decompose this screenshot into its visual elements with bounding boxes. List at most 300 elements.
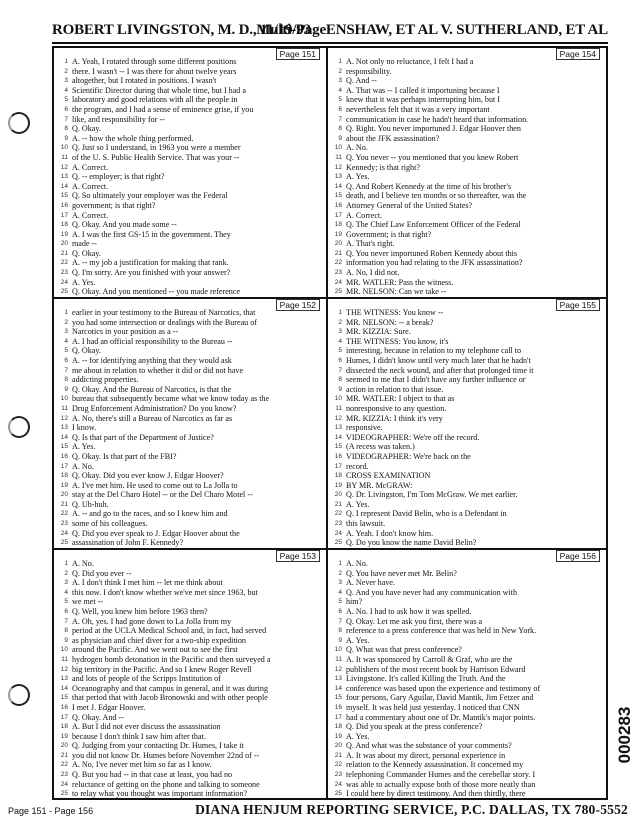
transcript-line: [328, 655, 606, 665]
transcript-line: [54, 588, 326, 598]
line-text: Q. So ultimately your employer was the Federal: [72, 191, 228, 201]
transcript-line: [328, 751, 606, 761]
transcript-line: [328, 115, 606, 125]
transcript-line: [328, 741, 606, 751]
line-number: 24: [60, 780, 68, 788]
line-number: 12: [60, 665, 68, 673]
line-text: Q. Okay. And you made some --: [72, 220, 177, 230]
line-number: 19: [60, 732, 68, 740]
line-text: myself. It was held just yesterday. I noticed that CNN: [346, 702, 520, 712]
transcript-line: [54, 375, 326, 385]
transcript-line: [328, 607, 606, 617]
line-text: responsive.: [346, 423, 383, 433]
line-text: addicting properties.: [72, 375, 139, 385]
transcript-line: [328, 375, 606, 385]
transcript-line: [54, 645, 326, 655]
line-text: A. I was the first GS-15 in the government. They: [72, 229, 231, 239]
line-text: Drug Enforcement Administration? Do you know?: [72, 403, 237, 413]
line-text: that period that with Jacob Bronowski and with other people: [72, 693, 268, 703]
transcript-line: [54, 172, 326, 182]
line-number: 16: [334, 703, 342, 711]
transcript-line: [328, 327, 606, 337]
transcript-line: [328, 163, 606, 173]
line-text: made --: [72, 239, 97, 249]
line-text: Q. Did you speak at the press conference?: [346, 722, 483, 732]
transcript-line: [54, 471, 326, 481]
line-number: 13: [334, 675, 342, 683]
line-number: 25: [334, 790, 342, 798]
line-number: 16: [60, 703, 68, 711]
line-text: you did not know Dr. Humes before November 22nd of --: [72, 750, 260, 760]
line-number: 11: [335, 404, 342, 412]
transcript-line: [54, 538, 326, 548]
transcript-line: [54, 356, 326, 366]
line-number: 20: [334, 742, 342, 750]
line-text: Q. Okay.: [72, 346, 101, 356]
line-text: communication in case he hadn't heard that information.: [346, 114, 529, 124]
transcript-line: [328, 220, 606, 230]
line-number: 21: [334, 751, 342, 759]
line-number: 25: [334, 288, 342, 296]
line-number: 23: [60, 269, 68, 277]
line-number: 14: [60, 684, 68, 692]
line-text: A. No. I had to ask how it was spelled.: [346, 606, 472, 616]
transcript-line: [54, 780, 326, 790]
line-number: 3: [338, 579, 342, 587]
line-number: 9: [64, 636, 68, 644]
line-text: Q. Dr. Livingston, I'm Tom McGraw. We met earlier.: [346, 490, 518, 500]
transcript-line: [328, 597, 606, 607]
line-text: big territory in the Pacific. And so I knew Roger Revell: [72, 664, 252, 674]
line-text: I met J. Edgar Hoover.: [72, 702, 146, 712]
line-number: 1: [338, 560, 342, 567]
line-number: 13: [334, 424, 342, 432]
line-text: Q. Did you ever --: [72, 568, 132, 578]
line-number: 19: [60, 230, 68, 238]
line-number: 24: [334, 278, 342, 286]
line-text: A. Yes.: [346, 499, 370, 509]
line-number: 12: [334, 665, 342, 673]
transcript-line: [328, 268, 606, 278]
line-text: Scientific Director during that whole time, but I had a: [72, 85, 246, 95]
line-text: Q. What was that press conference?: [346, 645, 462, 655]
transcript-line: [328, 134, 606, 144]
line-number: 15: [334, 443, 342, 451]
line-text: MR. KIZZIA: I think it's very: [346, 413, 443, 423]
transcript-line: [54, 163, 326, 173]
transcript-line: [328, 693, 606, 703]
line-number: 25: [60, 288, 68, 296]
transcript-line: [328, 665, 606, 675]
line-text: A. No.: [346, 559, 368, 568]
transcript-line: [328, 770, 606, 780]
transcript-line: [54, 569, 326, 579]
transcript-line: [328, 500, 606, 510]
transcript-line: [54, 760, 326, 770]
line-number: 18: [60, 723, 68, 731]
line-text: Q. Okay. Let me ask you first, there was a: [346, 616, 483, 626]
transcript-line: [54, 509, 326, 519]
line-text: (A recess was taken.): [346, 442, 415, 452]
transcript-line: [54, 481, 326, 491]
line-text: assassination of John F. Kennedy?: [72, 538, 184, 548]
binder-hole-top: [8, 112, 30, 134]
line-text: A. Yeah, I rotated through some different positions: [72, 57, 237, 66]
transcript-line: [328, 636, 606, 646]
line-number: 2: [338, 569, 342, 577]
transcript-line: [54, 433, 326, 443]
line-text: about the JFK assassination?: [346, 133, 440, 143]
transcript-line: [54, 713, 326, 723]
line-number: 25: [60, 539, 68, 547]
line-text: Livingstone. It's called Killing the Truth. And the: [346, 674, 506, 684]
line-text: A. Correct.: [72, 162, 109, 172]
transcript-line: [328, 703, 606, 713]
line-number: 24: [334, 529, 342, 537]
page-number-label: Page 152: [276, 299, 320, 311]
line-number: 10: [60, 395, 68, 403]
line-number: 16: [334, 452, 342, 460]
transcript-line: [54, 327, 326, 337]
transcript-line: [54, 519, 326, 529]
line-number: 23: [60, 520, 68, 528]
line-text: around the Pacific. And we went out to see the first: [72, 645, 238, 655]
transcript-line: [54, 655, 326, 665]
line-text: Q. Just so I understand, in 1963 you were a member: [72, 143, 241, 153]
transcript-line: [54, 278, 326, 288]
line-number: 1: [64, 309, 68, 316]
condensed-transcript-grid: [52, 46, 608, 800]
line-text: Q. And what was the substance of your comments?: [346, 741, 512, 751]
line-number: 6: [338, 607, 342, 615]
transcript-line: [54, 258, 326, 268]
line-text: Q. You never importuned Robert Kennedy about this: [346, 248, 518, 258]
line-number: 24: [60, 278, 68, 286]
transcript-line: [54, 143, 326, 153]
line-text: Q. But you had -- in that case at least, you had no: [72, 770, 233, 780]
line-number: 1: [338, 309, 342, 316]
line-text: A. It was about my direct, personal experience in: [346, 750, 506, 760]
header-case-caption: Multi-PageENSHAW, ET AL V. SUTHERLAND, ET AL: [256, 22, 608, 38]
line-number: 4: [64, 337, 68, 345]
line-number: 6: [338, 105, 342, 113]
line-number: 7: [64, 366, 68, 374]
line-text: A. Yes.: [72, 442, 96, 452]
line-text: Q. Okay. And the Bureau of Narcotics, is that the: [72, 384, 232, 394]
line-number: 7: [338, 115, 342, 123]
line-text: responsibility.: [346, 66, 392, 76]
line-text: Q. I'm sorry. Are you finished with your answer?: [72, 268, 231, 278]
line-text: government; is that right?: [72, 200, 156, 210]
line-text: like, and responsibility for --: [72, 114, 165, 124]
binder-hole-middle: [8, 416, 30, 438]
line-text: A. -- how the whole thing performed.: [72, 133, 194, 143]
line-text: A. -- for identifying anything that they would ask: [72, 355, 232, 365]
line-number: 10: [60, 646, 68, 654]
transcript-page-152: [54, 299, 326, 548]
transcript-line: [54, 385, 326, 395]
line-text: relation to the Kennedy assassination. It concerned my: [346, 760, 524, 770]
transcript-line: [328, 452, 606, 462]
transcript-line: [54, 490, 326, 500]
line-text: Q. You have never met Mr. Belin?: [346, 568, 457, 578]
line-number: 1: [64, 560, 68, 567]
transcript-line: [328, 95, 606, 105]
line-number: 10: [334, 646, 342, 654]
line-text: A. Correct.: [72, 181, 109, 191]
page-number-label: Page 156: [556, 550, 600, 562]
transcript-line: [328, 626, 606, 636]
line-text: him?: [346, 597, 363, 607]
transcript-header: [52, 20, 608, 44]
line-text: A. Correct.: [346, 210, 383, 220]
line-text: A. No, I've never met him so far as I know.: [72, 760, 212, 770]
line-text: Q. You never -- you mentioned that you knew Robert: [346, 152, 519, 162]
line-text: Q. Okay.: [72, 248, 101, 258]
line-number: 16: [60, 201, 68, 209]
transcript-line: [54, 578, 326, 588]
line-number: 2: [338, 67, 342, 75]
line-number: 4: [338, 337, 342, 345]
line-number: 9: [64, 385, 68, 393]
line-text: knew that it was perhaps interrupting him, but I: [346, 95, 500, 105]
page-number-label: Page 155: [556, 299, 600, 311]
line-text: death, and I believe ten months or so thereafter, was the: [346, 191, 527, 201]
line-text: of the U. S. Public Health Service. That was your --: [72, 152, 240, 162]
line-number: 22: [60, 761, 68, 769]
line-number: 3: [64, 77, 68, 85]
line-text: Kennedy; is that right?: [346, 162, 420, 172]
transcript-line: [328, 211, 606, 221]
line-text: A. Yes.: [346, 635, 370, 645]
transcript-line: [328, 780, 606, 790]
line-number: 7: [64, 617, 68, 625]
line-number: 14: [334, 433, 342, 441]
transcript-line: [54, 115, 326, 125]
line-number: 4: [338, 588, 342, 596]
line-text: Q. Do you know the name David Belin?: [346, 538, 477, 548]
binder-hole-bottom: [8, 684, 30, 706]
transcript-line: [328, 462, 606, 472]
line-number: 18: [334, 221, 342, 229]
line-text: some of his colleagues.: [72, 519, 148, 529]
line-text: seemed to me that I didn't have any further influence or: [346, 375, 526, 385]
transcript-line: [328, 529, 606, 539]
transcript-line: [328, 201, 606, 211]
line-number: 22: [60, 259, 68, 267]
transcript-line: [54, 617, 326, 627]
line-number: 16: [334, 201, 342, 209]
transcript-line: [328, 414, 606, 424]
line-text: A. Oh, yes. I had gone down to La Jolla from my: [72, 616, 232, 626]
line-number: 12: [334, 163, 342, 171]
line-number: 4: [64, 86, 68, 94]
line-text: nonresponsive to any question.: [346, 403, 447, 413]
transcript-line: [328, 519, 606, 529]
transcript-line: [54, 626, 326, 636]
line-text: nevertheless felt that it was a very important: [346, 104, 490, 114]
line-number: 21: [60, 751, 68, 759]
line-number: 2: [64, 67, 68, 75]
line-text: period at the UCLA Medical School and, in fact, had served: [72, 626, 267, 636]
transcript-line: [54, 452, 326, 462]
line-text: earlier in your testimony to the Bureau of Narcotics, that: [72, 308, 256, 317]
line-text: THE WITNESS: You know, it's: [346, 336, 449, 346]
line-text: A. -- and go to the races, and so I knew him and: [72, 509, 228, 519]
line-text: hydrogen bomb detonation in the Pacific and then surveyed a: [72, 654, 271, 664]
line-number: 2: [338, 318, 342, 326]
transcript-line: [54, 124, 326, 134]
line-number: 1: [338, 58, 342, 65]
line-text: and lots of people of the Scripps Institution of: [72, 674, 221, 684]
page-lines: [54, 308, 326, 548]
transcript-line: [328, 143, 606, 153]
line-text: Q. And you have never had any communication with: [346, 587, 518, 597]
line-text: dissected the neck wound, and after that prolonged time it: [346, 365, 534, 375]
line-number: 19: [60, 481, 68, 489]
line-text: Q. Okay.: [72, 124, 101, 134]
line-number: 3: [64, 579, 68, 587]
transcript-line: [328, 722, 606, 732]
transcript-line: [54, 404, 326, 414]
bates-number: 000283: [615, 706, 634, 764]
line-number: 24: [60, 529, 68, 537]
transcript-line: [328, 230, 606, 240]
transcript-line: [328, 308, 606, 318]
line-text: I know.: [72, 423, 97, 433]
line-number: 18: [60, 472, 68, 480]
transcript-line: [54, 57, 326, 67]
line-number: 2: [64, 569, 68, 577]
line-text: A. No.: [72, 559, 94, 568]
footer-reporting-service: DIANA HENJUM REPORTING SERVICE, P.C. DALLAS, TX 780-5552: [195, 802, 628, 817]
transcript-line: [328, 471, 606, 481]
line-number: 5: [338, 347, 342, 355]
line-number: 21: [334, 249, 342, 257]
line-text: information you had relating to the JFK assassination?: [346, 258, 523, 268]
transcript-line: [54, 220, 326, 230]
transcript-line: [328, 124, 606, 134]
line-text: Government; is that right?: [346, 229, 432, 239]
line-text: Q. Right. You never importuned J. Edgar Hoover then: [346, 124, 521, 134]
transcript-line: [328, 337, 606, 347]
transcript-line: [54, 636, 326, 646]
line-number: 17: [334, 713, 342, 721]
transcript-line: [54, 674, 326, 684]
transcript-line: [54, 684, 326, 694]
line-text: had a commentary about one of Dr. Mantik's major points.: [346, 712, 536, 722]
line-text: Q. And --: [346, 76, 377, 86]
line-number: 10: [334, 144, 342, 152]
line-text: MR. NELSON: Can we take --: [346, 287, 447, 297]
transcript-line: [54, 597, 326, 607]
line-number: 8: [338, 125, 342, 133]
line-number: 20: [60, 240, 68, 248]
transcript-footer: [8, 802, 628, 820]
transcript-line: [328, 578, 606, 588]
transcript-line: [328, 433, 606, 443]
line-number: 13: [60, 675, 68, 683]
line-text: A. It was sponsored by Carroll & Graf, who are the: [346, 654, 513, 664]
transcript-line: [54, 607, 326, 617]
line-number: 25: [60, 790, 68, 798]
line-text: to relay what you thought was important information?: [72, 789, 248, 798]
line-number: 21: [60, 249, 68, 257]
line-number: 15: [334, 192, 342, 200]
line-number: 12: [334, 414, 342, 422]
line-text: A. No.: [346, 143, 368, 153]
transcript-line: [54, 423, 326, 433]
line-number: 6: [64, 356, 68, 364]
transcript-line: [328, 356, 606, 366]
line-number: 13: [60, 173, 68, 181]
line-number: 17: [334, 462, 342, 470]
line-number: 20: [334, 240, 342, 248]
transcript-line: [54, 529, 326, 539]
transcript-line: [328, 191, 606, 201]
line-text: the program, and I had a sense of eminence grise, if you: [72, 104, 254, 114]
transcript-page-156: [328, 550, 606, 798]
line-number: 14: [60, 433, 68, 441]
line-number: 14: [334, 684, 342, 692]
line-number: 5: [64, 598, 68, 606]
line-number: 24: [334, 780, 342, 788]
line-number: 22: [60, 510, 68, 518]
line-text: Q. Well, you knew him before 1963 then?: [72, 606, 208, 616]
page-number-label: Page 151: [276, 48, 320, 60]
line-text: A. Yes.: [72, 277, 96, 287]
line-number: 7: [64, 115, 68, 123]
page-lines: [328, 57, 606, 297]
transcript-line: [328, 645, 606, 655]
line-text: CROSS EXAMINATION: [346, 471, 431, 481]
transcript-line: [54, 230, 326, 240]
transcript-line: [54, 789, 326, 798]
transcript-line: [54, 105, 326, 115]
transcript-page-155: [328, 299, 606, 548]
transcript-line: [328, 713, 606, 723]
header-witness-date: ROBERT LIVINGSTON, M. D., 11/19/93: [52, 22, 311, 38]
transcript-line: [54, 559, 326, 569]
page-lines: [328, 559, 606, 798]
line-text: A. That's right.: [346, 239, 395, 249]
line-number: 9: [338, 385, 342, 393]
line-text: action in relation to that issue.: [346, 384, 444, 394]
transcript-line: [328, 569, 606, 579]
line-text: A. Yeah. I don't know him.: [346, 528, 434, 538]
transcript-line: [328, 318, 606, 328]
transcript-line: [328, 588, 606, 598]
transcript-line: [54, 153, 326, 163]
transcript-line: [54, 95, 326, 105]
line-number: 4: [338, 86, 342, 94]
line-text: MR. WATLER: Pass the witness.: [346, 277, 454, 287]
line-number: 15: [60, 443, 68, 451]
transcript-line: [328, 617, 606, 627]
line-number: 5: [64, 347, 68, 355]
line-text: conference was based upon the experience and testimony of: [346, 683, 541, 693]
line-number: 12: [60, 414, 68, 422]
line-text: A. -- my job a justification for making that rank.: [72, 258, 229, 268]
line-text: we met --: [72, 597, 104, 607]
transcript-line: [328, 442, 606, 452]
transcript-page-153: [54, 550, 326, 798]
line-text: Q. Okay. And you mentioned -- you made reference: [72, 287, 241, 297]
transcript-line: [54, 239, 326, 249]
transcript-line: [54, 308, 326, 318]
line-number: 20: [334, 491, 342, 499]
transcript-line: [328, 789, 606, 798]
